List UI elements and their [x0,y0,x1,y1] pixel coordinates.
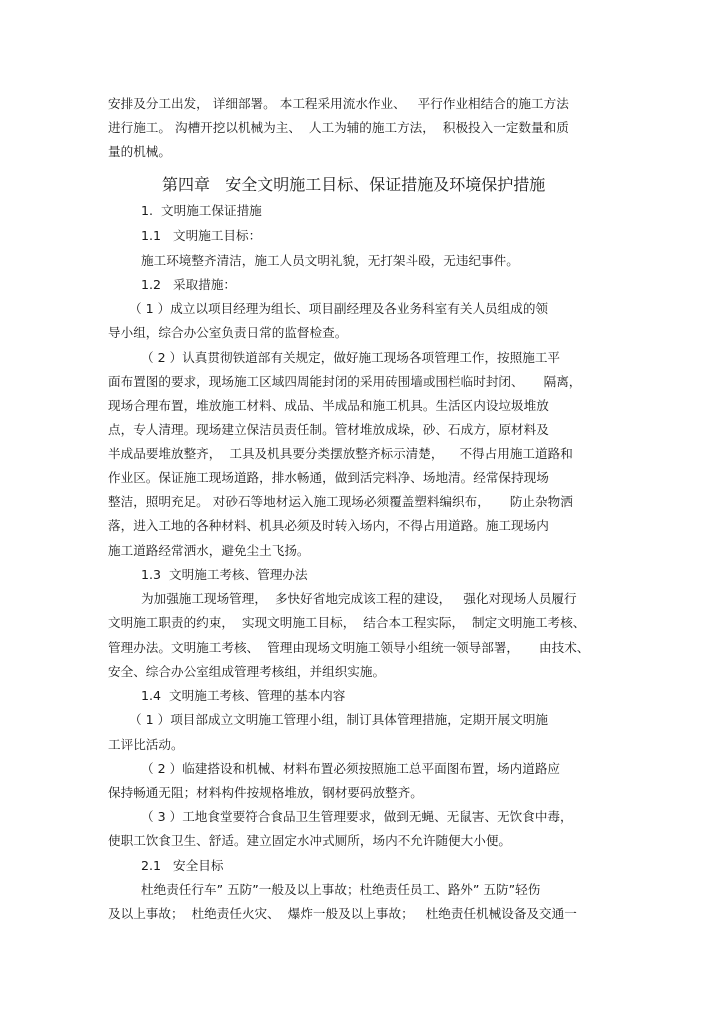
body-line: 导小组，综合办公室负责日常的监督检查。 [108,325,348,340]
intro-line-3: 量的机械。 [108,144,171,159]
body-line: （ 2 ）临建搭设和机械、材料布置必须按照施工总平面图布置，场内道路应 [141,761,561,776]
body-line: （ 1 ）成立以项目经理为组长、项目副经理及各业务科室有关人员组成的领 [129,301,549,316]
body-line: 整洁，照明充足。 对砂石等地材运入施工现场必须覆盖塑料编织布， 防止杂物洒 [108,494,573,509]
body-line: 现场合理布置，堆放施工材料、成品、半成品和施工机具。生活区内设垃圾堆放 [108,398,549,413]
subsection-heading: 1.2 采取措施： [141,277,237,292]
subsection-heading: 2.1 安全目标 [141,858,224,873]
body-line: （ 1 ）项目部成立文明施工管理小组，制订具体管理措施，定期开展文明施 [129,712,549,727]
body-line: 管理办法。文明施工考核、 管理由现场文明施工领导小组统一领导部署， 由技术、 [108,640,590,655]
body-line: 杜绝责任行车” 五防”一般及以上事故；杜绝责任员工、路外” 五防”轻伤 [141,882,541,897]
body-line: 半成品要堆放整齐， 工具及机具要分类摆放整齐标示清楚， 不得占用施工道路和 [108,446,573,461]
body-line: 使职工饮食卫生、舒适。建立固定水冲式厕所，场内不允许随便大小便。 [108,833,511,848]
body-line: 落，进入工地的各种材料、机具必须及时转入场内，不得占用道路。施工现场内 [108,518,549,533]
body-line: 为加强施工现场管理， 多快好省地完成该工程的建设， 强化对现场人员履行 [141,591,577,606]
body-line: 文明施工职责的约束， 实现文明施工目标， 结合本工程实际， 制定文明施工考核、 [108,615,586,630]
body-line: （ 3 ）工地食堂要符合食品卫生管理要求，做到无蝇、无鼠害、无饮食中毒， [141,809,573,824]
body-line: 作业区。保证施工现场道路，排水畅通，做到活完料净、场地清。经常保持现场 [108,470,549,485]
chapter-title: 第四章 安全文明施工目标、保证措施及环境保护措施 [162,175,546,194]
body-line: 安全、综合办公室组成管理考核组，并组织实施。 [108,664,386,679]
intro-line-1: 安排及分工出发， 详细部署。 本工程采用流水作业、 平行作业相结合的施工方法 [108,96,569,111]
subsection-heading: 1.1 文明施工目标： [141,228,262,243]
body-line: 及以上事故； 杜绝责任火灾、 爆炸一般及以上事故； 杜绝责任机械设备及交通一 [108,906,577,921]
intro-line-2: 进行施工。 沟槽开挖以机械为主、 人工为辅的施工方法， 积极投入一定数量和质 [108,120,569,135]
body-line: 工评比活动。 [108,737,184,752]
body-line: 施工道路经常洒水，避免尘土飞扬。 [108,543,310,558]
body-line: 面布置图的要求，现场施工区域四周能封闭的采用砖围墙或围栏临时封闭、 隔离， [108,374,582,389]
subsection-heading: 1.3 文明施工考核、管理办法 [141,567,308,582]
body-line: 施工环境整齐清洁，施工人员文明礼貌，无打架斗殴，无违纪事件。 [141,253,519,268]
subsection-heading: 1.4 文明施工考核、管理的基本内容 [141,688,346,703]
section-heading: 1. 文明施工保证措施 [141,203,262,218]
body-line: （ 2 ）认真贯彻铁道部有关规定，做好施工现场各项管理工作，按照施工平 [141,350,561,365]
body-line: 保持畅通无阻；材料构件按规格堆放，钢材要码放整齐。 [108,785,423,800]
body-line: 点，专人清理。现场建立保洁员责任制。管材堆放成垛，砂、石成方，原材料及 [108,422,549,437]
